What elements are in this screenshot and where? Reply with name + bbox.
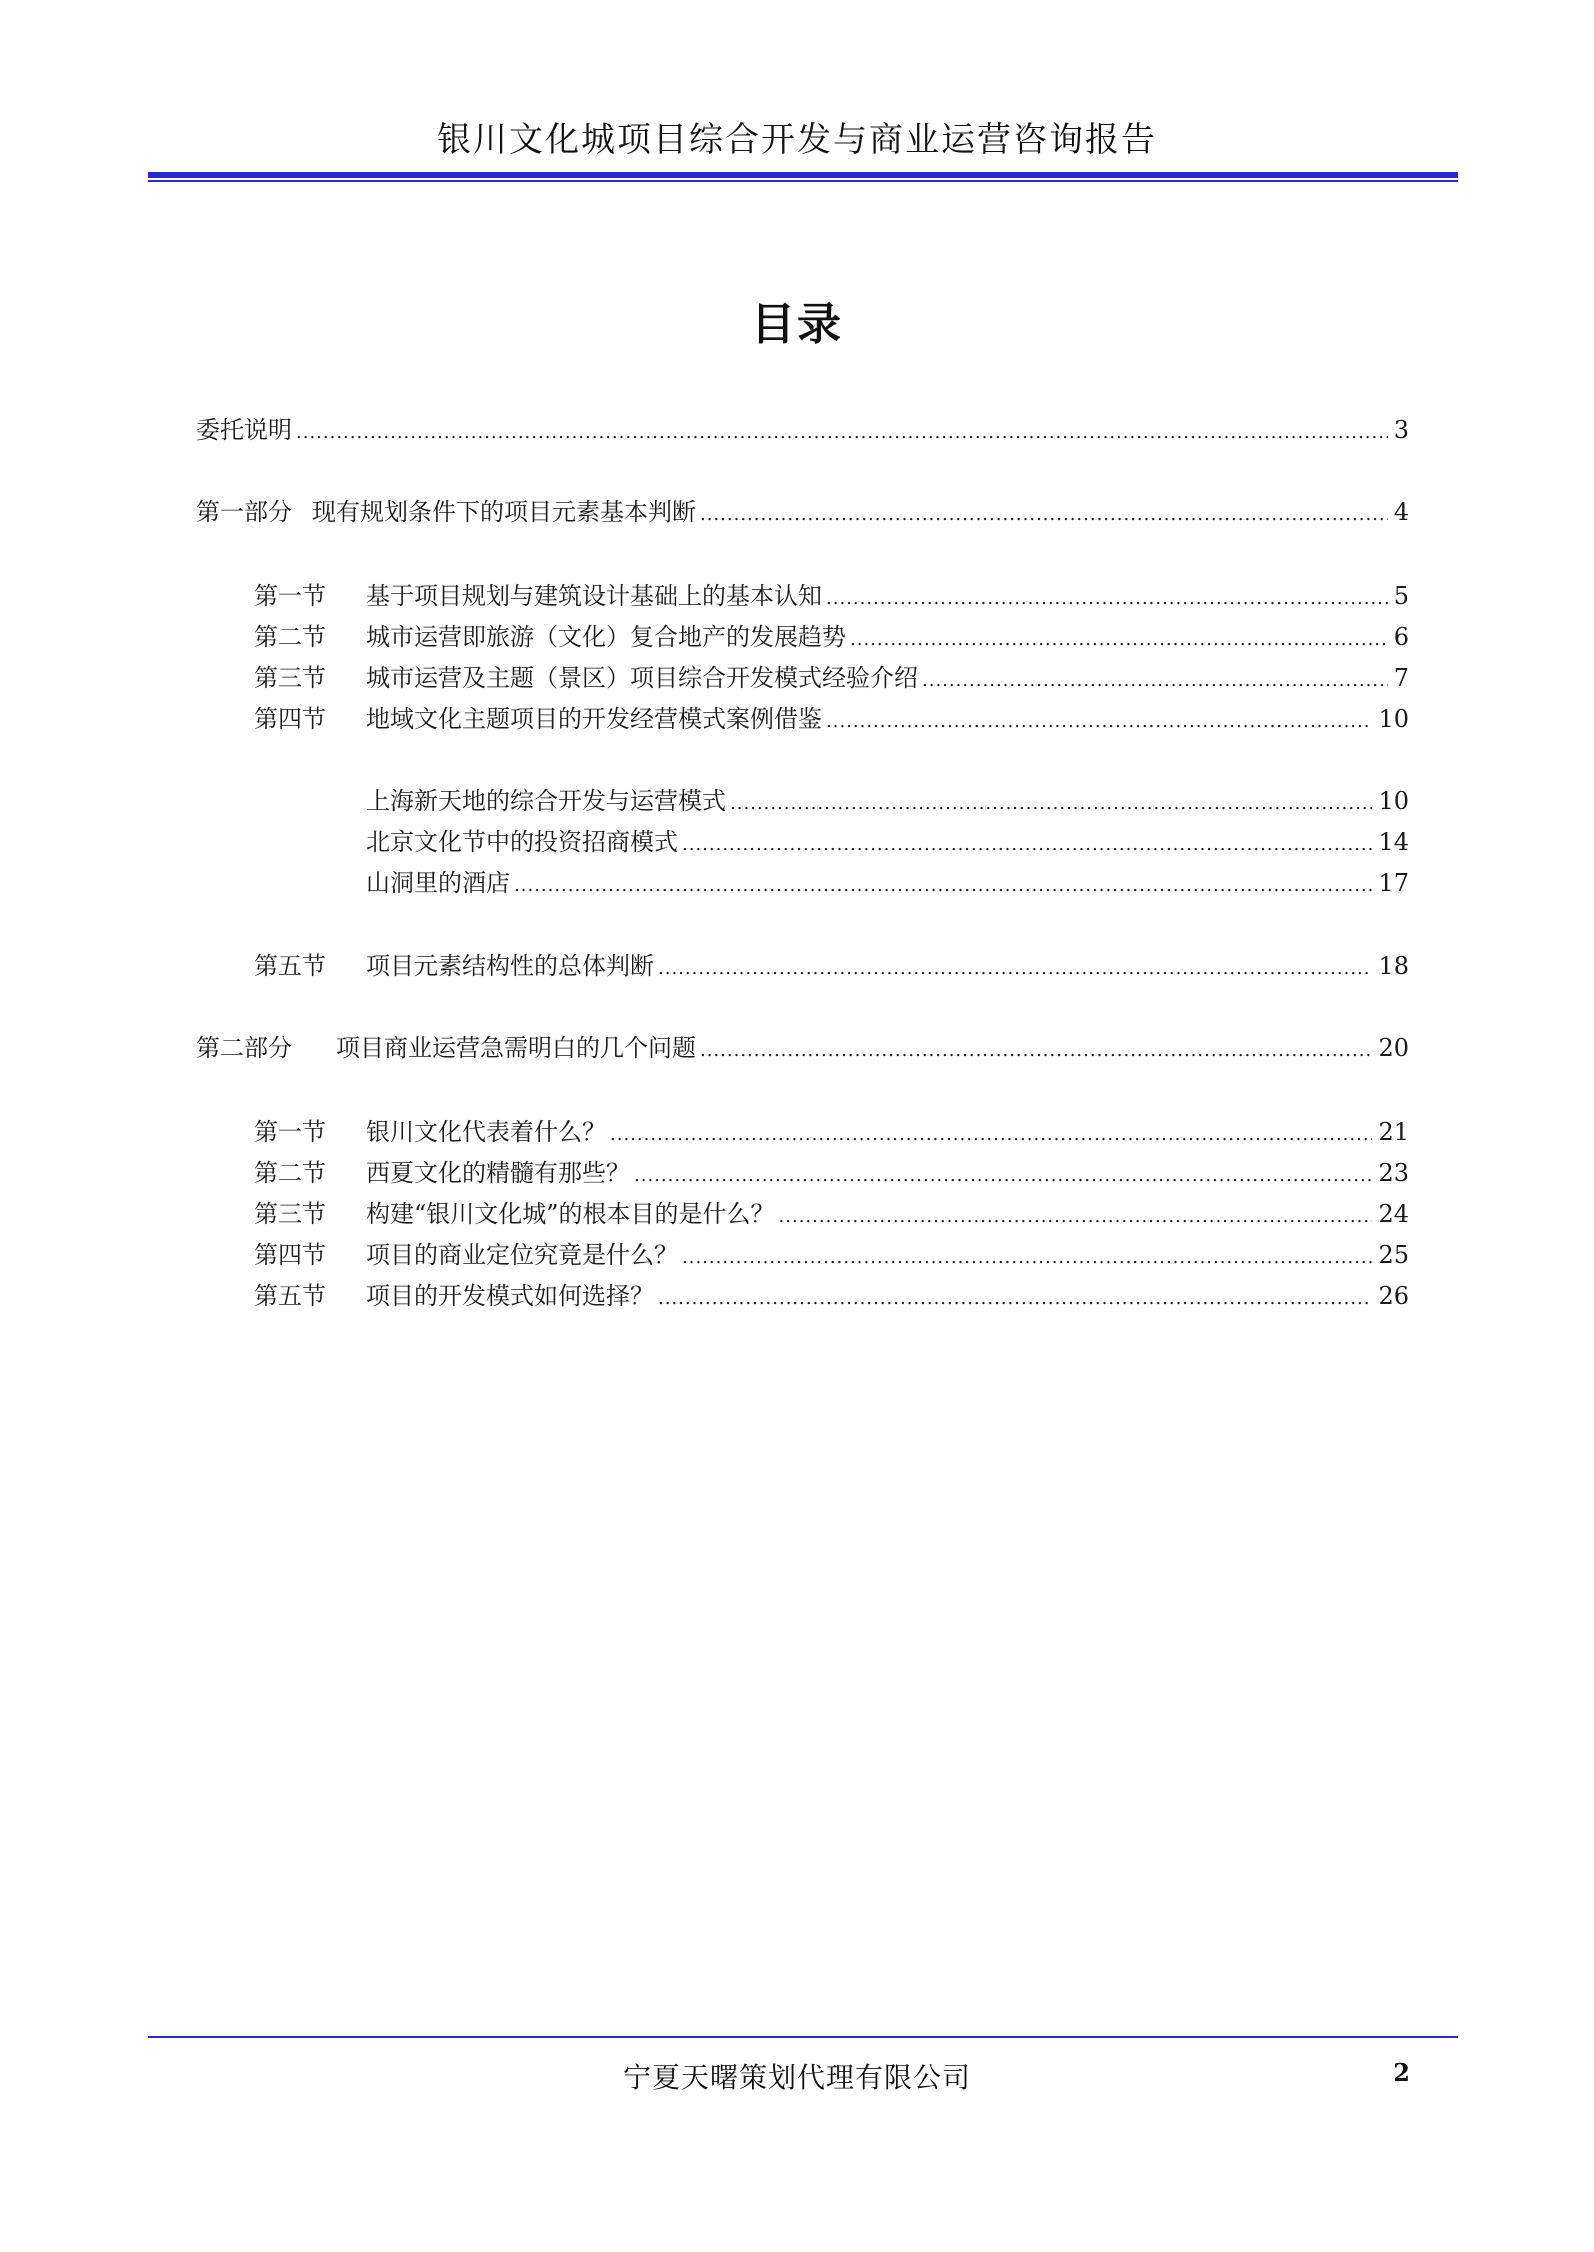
toc-page-number: 24 [1378, 1200, 1409, 1228]
toc-entry-label: 上海新天地的综合开发与运营模式 [366, 787, 726, 815]
header-rule [148, 172, 1458, 178]
header-title: 银川文化城项目综合开发与商业运营咨询报告 [437, 120, 1157, 160]
toc-entry-prefix: 第一节 [254, 582, 326, 610]
toc-leader-dots [826, 703, 1372, 735]
toc-page-number: 18 [1378, 952, 1409, 980]
toc-leader-dots [634, 1157, 1372, 1189]
toc-leader-dots [514, 867, 1372, 899]
toc-entry-part1-section5[interactable] [254, 950, 1409, 982]
toc-entry-part1-section2[interactable] [254, 621, 1409, 653]
toc-entry-label: 山洞里的酒店 [366, 869, 510, 897]
toc-entry-case-3[interactable] [366, 867, 1409, 899]
toc-page-number: 7 [1393, 664, 1409, 692]
toc-leader-dots [682, 826, 1372, 858]
toc-leader-dots [658, 950, 1372, 982]
toc-entry-label: 地域文化主题项目的开发经营模式案例借鉴 [366, 705, 822, 733]
toc-leader-dots [700, 496, 1388, 528]
toc-entry-prefix: 第一节 [254, 1118, 326, 1146]
toc-entry-part1-section1[interactable] [254, 580, 1409, 612]
toc-leader-dots [296, 414, 1388, 446]
toc-leader-dots [826, 580, 1388, 612]
toc-page-number: 20 [1378, 1034, 1409, 1062]
toc-entry-case-2[interactable] [366, 826, 1409, 858]
toc-entry-prefix: 第五节 [254, 952, 326, 980]
toc-page-number: 14 [1378, 828, 1409, 856]
toc-page-number: 23 [1378, 1159, 1409, 1187]
toc-entry-prefix: 第五节 [254, 1282, 326, 1310]
toc-page-number: 25 [1378, 1241, 1409, 1269]
toc-page-number: 17 [1378, 869, 1409, 897]
toc-entry-part2[interactable] [196, 1032, 1409, 1064]
toc-entry-part2-section4[interactable] [254, 1239, 1409, 1271]
toc-entry-label: 项目的开发模式如何选择？ [366, 1282, 654, 1310]
toc-entry-part1[interactable] [196, 496, 1409, 528]
toc-page-number: 26 [1378, 1282, 1409, 1310]
toc-entry-label: 项目的商业定位究竟是什么？ [366, 1241, 678, 1269]
toc-entry-label: 项目元素结构性的总体判断 [366, 952, 654, 980]
toc-entry-part2-section1[interactable] [254, 1116, 1409, 1148]
toc-entry-label: 西夏文化的精髓有那些？ [366, 1159, 630, 1187]
toc-entry-part2-section3[interactable] [254, 1198, 1409, 1230]
toc-entry-prefix: 第二部分 [196, 1034, 292, 1062]
toc-entry-prefix: 第二节 [254, 1159, 326, 1187]
toc-entry-label: 城市运营及主题（景区）项目综合开发模式经验介绍 [366, 664, 918, 692]
toc-page-number: 4 [1393, 498, 1409, 526]
toc-leader-dots [779, 1198, 1373, 1230]
toc-entry-case-1[interactable] [366, 785, 1409, 817]
toc-page-number: 3 [1393, 416, 1409, 444]
toc-leader-dots [730, 785, 1372, 817]
toc-entry-label: 项目商业运营急需明白的几个问题 [336, 1034, 696, 1062]
toc-leader-dots [700, 1032, 1372, 1064]
toc-entry-part1-section4[interactable] [254, 703, 1409, 735]
toc-entry-label: 委托说明 [196, 416, 292, 444]
toc-entry-part1-section3[interactable] [254, 662, 1409, 694]
toc-page-number: 10 [1378, 705, 1409, 733]
toc-page-number: 5 [1393, 582, 1409, 610]
toc-entry-part2-section2[interactable] [254, 1157, 1409, 1189]
toc-leader-dots [850, 621, 1388, 653]
toc-entry-part2-section5[interactable] [254, 1280, 1409, 1312]
toc-entry-label: 银川文化代表着什么？ [366, 1118, 606, 1146]
toc-entry-entrust[interactable] [196, 414, 1409, 446]
toc-leader-dots [682, 1239, 1372, 1271]
toc-entry-prefix: 第二节 [254, 623, 326, 651]
footer-company-name: 宁夏天曙策划代理有限公司 [622, 2061, 971, 2094]
toc-entry-label: 北京文化节中的投资招商模式 [366, 828, 678, 856]
toc-entry-label: 现有规划条件下的项目元素基本判断 [312, 498, 696, 526]
footer-rule [148, 2036, 1458, 2038]
toc-leader-dots [658, 1280, 1372, 1312]
header-rule-thin [148, 180, 1458, 182]
page-title: 目录 [751, 299, 843, 350]
toc-entry-prefix: 第一部分 [196, 498, 292, 526]
toc-page-number: 21 [1378, 1118, 1409, 1146]
toc-entry-prefix: 第四节 [254, 705, 326, 733]
toc-entry-label: 基于项目规划与建筑设计基础上的基本认知 [366, 582, 822, 610]
toc-entry-prefix: 第三节 [254, 664, 326, 692]
toc-page-number: 10 [1378, 787, 1409, 815]
toc-leader-dots [922, 662, 1388, 694]
toc-entry-label: 城市运营即旅游（文化）复合地产的发展趋势 [366, 623, 846, 651]
toc-entry-prefix: 第四节 [254, 1241, 326, 1269]
toc-leader-dots [610, 1116, 1372, 1148]
toc-page-number: 6 [1393, 623, 1409, 651]
toc-entry-label: 构建“银川文化城”的根本目的是什么？ [366, 1200, 775, 1228]
footer-page-number: 2 [1393, 2058, 1410, 2087]
toc-entry-prefix: 第三节 [254, 1200, 326, 1228]
